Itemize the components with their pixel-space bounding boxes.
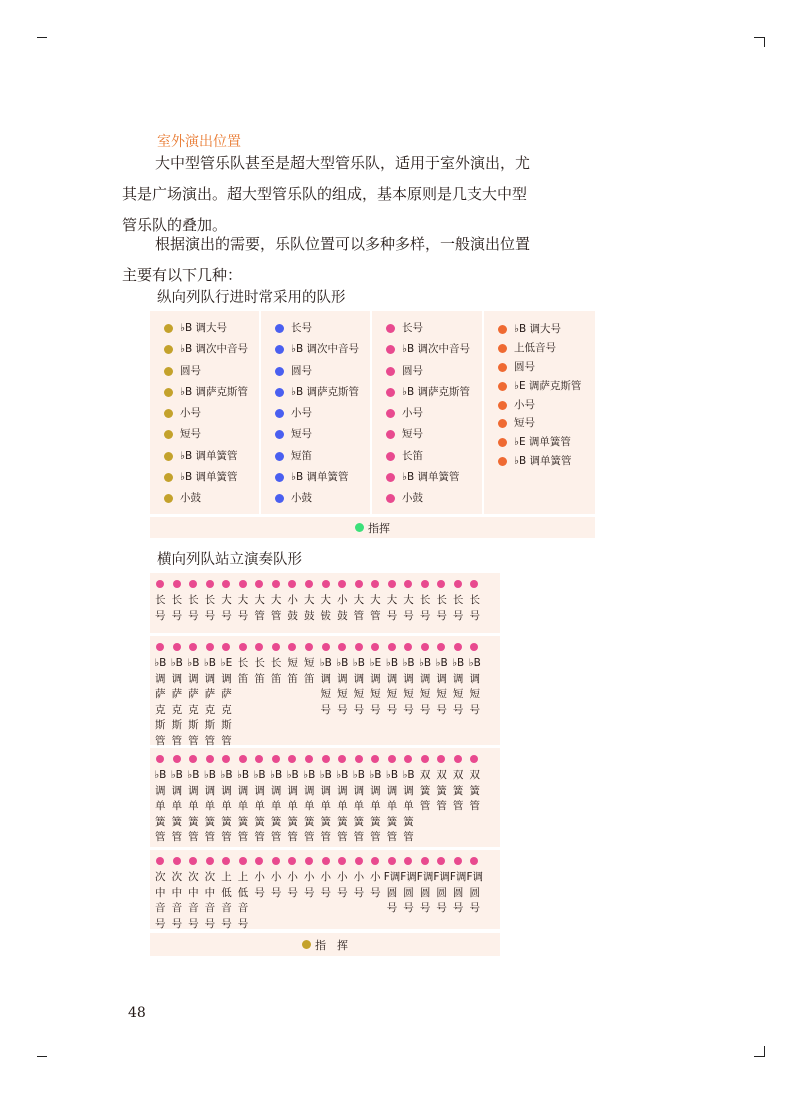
player-position [372, 382, 482, 403]
player-dot [239, 755, 247, 763]
player-dot [222, 857, 230, 865]
instrument-label: 短号 [180, 428, 201, 441]
instrument-label: 短号 [291, 428, 312, 441]
player-dot [454, 580, 462, 588]
player-dot [338, 857, 346, 865]
section-heading: 室外演出位置 [157, 134, 241, 150]
instrument-label: ♭B 调单簧管 [402, 471, 460, 484]
instrument-label: F调圆号 [416, 871, 434, 914]
instrument-label: ♭B调短号 [352, 657, 365, 716]
instrument-label: ♭B调单簧管 [154, 769, 167, 843]
player-position [150, 339, 259, 360]
instrument-label: 小号 [514, 398, 535, 411]
instrument-label: ♭B 调单簧管 [514, 455, 572, 468]
instrument-label: 小鼓 [402, 492, 423, 505]
instrument-label: ♭B调单簧管 [170, 769, 183, 843]
player-dot [437, 857, 445, 865]
player-dot [437, 755, 445, 763]
instrument-label: 小鼓 [291, 492, 312, 505]
instrument-label: 小号 [291, 407, 312, 420]
player-dot [206, 580, 214, 588]
player-dot [288, 580, 296, 588]
player-dot [454, 857, 462, 865]
player-dot [470, 755, 478, 763]
paragraph-2 [122, 229, 531, 291]
instrument-label: F调圆号 [400, 871, 417, 914]
player-dot [322, 580, 330, 588]
player-position [372, 446, 482, 467]
player-dot [404, 580, 412, 588]
player-dot [164, 473, 173, 482]
instrument-label: ♭B调短号 [435, 657, 448, 716]
instrument-label: 大号 [386, 594, 398, 622]
player-position [372, 488, 482, 509]
instrument-label: 小号 [287, 871, 298, 899]
player-position [150, 361, 259, 382]
instrument-label: 圆号 [402, 364, 423, 377]
instrument-label: ♭B调短号 [402, 657, 415, 716]
player-dot [498, 457, 507, 466]
player-dot [386, 367, 395, 376]
instrument-label: 短笛 [291, 449, 312, 462]
instrument-label: ♭B 调次中音号 [291, 343, 359, 356]
instrument-label: ♭B 调单簧管 [291, 471, 349, 484]
player-position [484, 339, 595, 358]
figure-caption-2: 横向列队站立演奏队形 [157, 552, 302, 568]
player-dot [288, 755, 296, 763]
player-dot [498, 363, 507, 372]
player-dot [470, 580, 478, 588]
formation-column [261, 311, 370, 514]
player-position [261, 488, 370, 509]
instrument-label: ♭B 调单簧管 [180, 449, 238, 462]
player-position [150, 446, 259, 467]
player-dot [164, 324, 173, 333]
player-dot [371, 643, 379, 651]
player-dot [272, 643, 280, 651]
instrument-label: ♭B调短号 [452, 657, 465, 716]
instrument-label: 长笛 [402, 449, 423, 462]
instrument-label: 长号 [402, 322, 423, 334]
instrument-label: F调圆号 [383, 871, 401, 914]
instrument-label: ♭B调单簧管 [319, 769, 332, 843]
player-dot [421, 580, 429, 588]
player-position [484, 433, 595, 452]
player-dot [275, 324, 284, 333]
instrument-label: 大管 [353, 594, 365, 622]
player-dot [386, 452, 395, 461]
instrument-label: 小号 [254, 871, 265, 899]
player-dot [156, 755, 164, 763]
instrument-label: 短笛 [303, 657, 315, 685]
player-position [150, 403, 259, 424]
paragraph-line: 主要有以下几种： [122, 266, 243, 284]
instrument-label: 长笛 [254, 657, 265, 685]
instrument-label: 大管 [370, 594, 381, 622]
instrument-label: ♭B调萨克斯管 [170, 657, 183, 747]
instrument-label: 次中音号 [204, 871, 216, 930]
player-position [372, 361, 482, 382]
player-dot [454, 643, 462, 651]
instrument-label: ♭B调萨克斯管 [154, 657, 167, 747]
player-dot [275, 452, 284, 461]
player-dot [498, 344, 507, 353]
player-position [372, 339, 482, 360]
player-dot [255, 755, 263, 763]
formation-row [150, 636, 500, 745]
player-dot [404, 755, 412, 763]
instrument-label: ♭B 调次中音号 [402, 343, 470, 356]
paragraph-line: 管乐队的叠加。 [122, 216, 228, 234]
player-dot [164, 345, 173, 354]
instrument-label: 小鼓 [337, 594, 348, 622]
instrument-label: ♭B调萨克斯管 [187, 657, 200, 747]
instrument-label: 长号 [171, 594, 183, 622]
player-dot [255, 643, 263, 651]
player-dot [255, 580, 263, 588]
instrument-label: 长号 [436, 594, 447, 622]
instrument-label: 大鼓 [303, 594, 315, 622]
formation-row [150, 748, 500, 847]
player-dot [164, 494, 173, 503]
player-dot [173, 755, 181, 763]
instrument-label: ♭B调短号 [319, 657, 332, 716]
instrument-label: 上低音号 [237, 871, 249, 930]
player-dot [206, 857, 214, 865]
player-position [372, 403, 482, 424]
instrument-label: ♭B调萨克斯管 [203, 657, 216, 747]
player-position [484, 452, 595, 471]
instrument-label: 上低音号 [221, 871, 232, 930]
instrument-label: 小鼓 [287, 594, 298, 622]
player-dot [173, 857, 181, 865]
instrument-label: ♭E 调萨克斯管 [514, 379, 582, 392]
instrument-label: ♭B调单簧管 [203, 769, 216, 843]
player-dot [164, 409, 173, 418]
instrument-label: 圆号 [291, 364, 312, 377]
player-position [261, 446, 370, 467]
formation-column [484, 311, 595, 514]
instrument-label: F调圆号 [466, 871, 483, 914]
player-dot [386, 388, 395, 397]
player-dot [498, 438, 507, 447]
crop-mark [764, 37, 765, 47]
instrument-label: 双簧管 [452, 769, 464, 812]
player-dot [275, 345, 284, 354]
player-dot [498, 325, 507, 334]
instrument-label: 小号 [303, 871, 315, 899]
player-dot [338, 755, 346, 763]
player-dot [275, 409, 284, 418]
instrument-label: ♭B调单簧管 [187, 769, 200, 843]
player-dot [239, 580, 247, 588]
player-dot [156, 857, 164, 865]
player-dot [338, 580, 346, 588]
player-position [484, 377, 595, 396]
player-dot [338, 643, 346, 651]
player-position [484, 320, 595, 339]
instrument-label: 长号 [469, 594, 480, 622]
player-dot [470, 643, 478, 651]
player-dot [454, 755, 462, 763]
player-position [150, 382, 259, 403]
player-position [261, 382, 370, 403]
instrument-label: 长笛 [237, 657, 249, 685]
player-dot [386, 494, 395, 503]
instrument-label: ♭B调单簧管 [369, 769, 382, 843]
player-dot [189, 580, 197, 588]
instrument-label: ♭B调短号 [418, 657, 432, 716]
player-dot [164, 388, 173, 397]
player-dot [355, 643, 363, 651]
instrument-label: 小号 [402, 407, 423, 420]
player-dot [275, 388, 284, 397]
instrument-label: ♭B调短号 [336, 657, 349, 716]
instrument-label: 大管 [270, 594, 282, 622]
instrument-label: F调圆号 [449, 871, 467, 914]
player-dot [206, 643, 214, 651]
player-dot [288, 857, 296, 865]
instrument-label: 小号 [337, 871, 348, 899]
player-position [484, 396, 595, 415]
instrument-label: 长笛 [270, 657, 282, 685]
instrument-label: ♭E调短号 [369, 657, 382, 716]
player-dot [386, 324, 395, 333]
instrument-label: 大号 [403, 594, 414, 622]
player-position [150, 318, 259, 339]
player-position [372, 467, 482, 488]
instrument-label: ♭B调单簧管 [402, 769, 415, 843]
instrument-label: ♭B调单簧管 [303, 769, 316, 843]
instrument-label: F调圆号 [433, 871, 450, 914]
player-dot [275, 473, 284, 482]
player-dot [371, 580, 379, 588]
instrument-label: 次中音号 [188, 871, 199, 930]
player-dot [355, 755, 363, 763]
row-formation-figure [150, 573, 500, 956]
player-dot [498, 419, 507, 428]
instrument-label: ♭B调单簧管 [270, 769, 283, 843]
player-position [150, 488, 259, 509]
instrument-label: ♭B 调单簧管 [180, 471, 238, 484]
instrument-label: ♭B调单簧管 [352, 769, 365, 843]
player-dot [322, 643, 330, 651]
player-position [261, 361, 370, 382]
player-dot [371, 755, 379, 763]
instrument-label: ♭B调单簧管 [236, 769, 250, 843]
instrument-label: ♭B 调萨克斯管 [402, 385, 470, 398]
instrument-label: 大管 [254, 594, 265, 622]
formation-row [150, 850, 500, 929]
player-dot [388, 580, 396, 588]
instrument-label: ♭B调单簧管 [385, 769, 399, 843]
player-dot [386, 430, 395, 439]
instrument-label: ♭B调单簧管 [220, 769, 233, 843]
player-dot [164, 430, 173, 439]
player-position [484, 414, 595, 433]
figure-caption-1: 纵向列队行进时常采用的队形 [157, 290, 346, 306]
instrument-label: 长号 [291, 322, 312, 334]
player-dot [404, 643, 412, 651]
player-dot [498, 382, 507, 391]
player-dot [404, 857, 412, 865]
column-formation-figure [150, 311, 595, 538]
player-dot [355, 857, 363, 865]
player-dot [164, 452, 173, 461]
player-dot [305, 643, 313, 651]
paragraph-line: 大中型管乐队甚至是超大型管乐队，适用于室外演出，尤 [155, 154, 531, 172]
player-dot [421, 643, 429, 651]
formation-column [372, 311, 482, 514]
instrument-label: 长号 [188, 594, 199, 622]
player-dot [470, 857, 478, 865]
player-position [150, 424, 259, 445]
player-dot [173, 643, 181, 651]
player-position [261, 339, 370, 360]
formation-row [150, 573, 500, 633]
formation-column [150, 311, 259, 514]
instrument-label: 短号 [402, 428, 423, 441]
player-dot [388, 755, 396, 763]
player-dot [305, 755, 313, 763]
page-number: 48 [128, 1005, 146, 1021]
instrument-label: ♭E调萨克斯管 [220, 657, 233, 747]
player-dot [421, 755, 429, 763]
instrument-label: ♭B调单簧管 [253, 769, 266, 843]
instrument-label: 小号 [180, 407, 201, 420]
instrument-label: 小号 [270, 871, 282, 899]
player-dot [275, 367, 284, 376]
player-position [261, 403, 370, 424]
player-position [484, 358, 595, 377]
player-dot [272, 755, 280, 763]
conductor-position [150, 933, 500, 956]
player-dot [239, 857, 247, 865]
instrument-label: 长号 [204, 594, 216, 622]
conductor-dot [302, 940, 311, 949]
player-dot [386, 345, 395, 354]
player-dot [275, 430, 284, 439]
instrument-label: 小鼓 [180, 492, 201, 505]
instrument-label: 上低音号 [514, 341, 556, 354]
player-dot [386, 473, 395, 482]
crop-mark [37, 1056, 47, 1057]
instrument-label: 圆号 [180, 364, 201, 377]
player-position [261, 467, 370, 488]
player-dot [239, 643, 247, 651]
instrument-label: 双簧管 [469, 769, 480, 812]
instrument-label: ♭B 调大号 [514, 323, 561, 335]
crop-mark [764, 1046, 765, 1057]
instrument-label: ♭B 调大号 [180, 322, 227, 334]
player-dot [189, 643, 197, 651]
instrument-label: 短号 [514, 417, 535, 430]
player-dot [355, 580, 363, 588]
player-dot [156, 643, 164, 651]
player-dot [388, 857, 396, 865]
instrument-label: 次中音号 [155, 871, 166, 930]
conductor-label: 指 挥 [315, 938, 348, 952]
instrument-label: ♭B调单簧管 [336, 769, 349, 843]
instrument-label: ♭B调短号 [468, 657, 481, 716]
instrument-label: ♭E 调单簧管 [514, 436, 571, 449]
player-dot [421, 857, 429, 865]
player-dot [498, 401, 507, 410]
instrument-label: 双簧管 [436, 769, 447, 812]
player-dot [272, 857, 280, 865]
instrument-label: 小号 [320, 871, 332, 899]
instrument-label: 长号 [419, 594, 431, 622]
instrument-label: 大号 [237, 594, 249, 622]
crop-mark [37, 37, 47, 38]
conductor-label: 指挥 [368, 521, 390, 535]
paragraph-line: 其是广场演出。超大型管乐队的组成，基本原则是几支大中型 [122, 185, 528, 203]
instrument-label: 小号 [370, 871, 381, 899]
player-dot [305, 857, 313, 865]
paragraph-line: 根据演出的需要，乐队位置可以多种多样，一般演出位置 [155, 235, 531, 253]
player-dot [388, 643, 396, 651]
instrument-label: 长号 [452, 594, 464, 622]
instrument-label: 大钹 [320, 594, 332, 622]
player-dot [322, 755, 330, 763]
player-dot [305, 580, 313, 588]
player-dot [322, 857, 330, 865]
player-dot [272, 580, 280, 588]
player-dot [255, 857, 263, 865]
instrument-label: ♭B 调萨克斯管 [180, 385, 248, 398]
instrument-label: 小号 [353, 871, 365, 899]
player-dot [275, 494, 284, 503]
player-position [261, 318, 370, 339]
player-position [150, 467, 259, 488]
instrument-label: ♭B 调次中音号 [180, 343, 248, 356]
player-dot [437, 580, 445, 588]
player-dot [222, 755, 230, 763]
instrument-label: 短笛 [287, 657, 298, 685]
instrument-label: 长号 [155, 594, 166, 622]
instrument-label: 双簧管 [419, 769, 431, 812]
instrument-label: 次中音号 [171, 871, 183, 930]
instrument-label: ♭B 调萨克斯管 [291, 385, 359, 398]
conductor-position [150, 517, 595, 538]
player-position [372, 318, 482, 339]
player-dot [206, 755, 214, 763]
player-position [261, 424, 370, 445]
instrument-label: 圆号 [514, 360, 535, 373]
paragraph-1 [122, 148, 531, 241]
conductor-dot [355, 523, 364, 532]
instrument-label: ♭B调短号 [385, 657, 399, 716]
player-dot [173, 580, 181, 588]
player-dot [189, 755, 197, 763]
player-dot [288, 643, 296, 651]
player-dot [386, 409, 395, 418]
player-dot [437, 643, 445, 651]
player-dot [222, 580, 230, 588]
player-dot [371, 857, 379, 865]
instrument-label: 大号 [221, 594, 232, 622]
player-dot [222, 643, 230, 651]
player-dot [164, 367, 173, 376]
player-position [372, 424, 482, 445]
player-dot [189, 857, 197, 865]
player-dot [156, 580, 164, 588]
instrument-label: ♭B调单簧管 [286, 769, 299, 843]
